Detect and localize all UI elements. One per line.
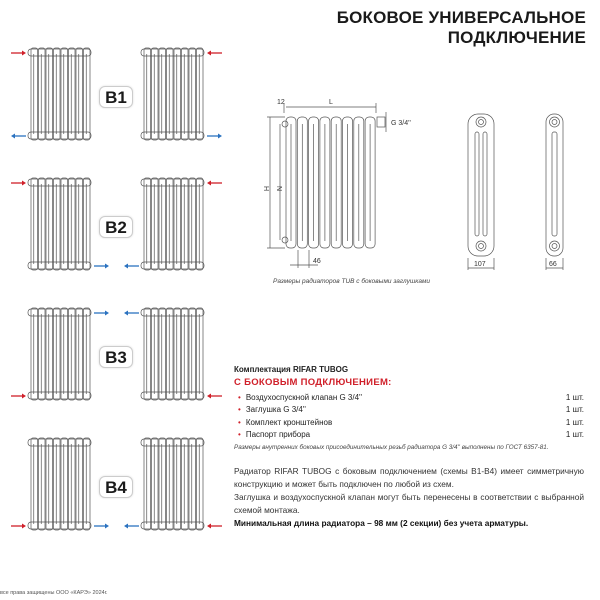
- copyright: все права защищены ООО «КАРЭ» 2024г.: [0, 590, 108, 596]
- dim-n: N: [275, 186, 282, 192]
- kit-item-label: Комплект кронштейнов: [245, 417, 333, 427]
- scheme-label: B3: [99, 346, 133, 368]
- flow-arrow-icon: [94, 311, 109, 316]
- kit-subheading: С БОКОВЫМ ПОДКЛЮЧЕНИЕМ:: [234, 377, 392, 388]
- page-title: [337, 8, 586, 48]
- flow-arrow-icon: [11, 524, 26, 529]
- flow-arrow-icon: [11, 51, 26, 56]
- radiator-left: [28, 48, 91, 140]
- flow-arrow-icon: [207, 181, 222, 186]
- kit-item-name: [238, 418, 332, 427]
- radiator-left: [28, 438, 91, 530]
- dim-66: 66: [549, 261, 557, 268]
- radiator-right: [141, 438, 204, 530]
- kit-item: [234, 416, 584, 429]
- dim-12: 12: [277, 99, 285, 106]
- radiator-right: [141, 178, 204, 270]
- drawing-caption: Размеры радиаторов TUB с боковыми заглушками: [273, 278, 431, 285]
- radiator-right: [141, 308, 204, 400]
- kit-item-name: [238, 405, 306, 414]
- kit-item-qty: 1 шт.: [565, 417, 584, 427]
- flow-arrow-icon: [124, 524, 139, 529]
- description: [234, 465, 584, 530]
- description-p1: Радиатор RIFAR TUBOG с боковым подключением (схемы B1-B4) имеет симметричную конструкцию и может быть подключен по любой из схем.: [234, 466, 584, 489]
- kit-item-qty: 1 шт.: [565, 392, 584, 402]
- scheme-label: B2: [99, 216, 133, 238]
- flow-arrow-icon: [207, 134, 222, 139]
- flow-arrow-icon: [11, 181, 26, 186]
- technical-drawing: [250, 90, 590, 280]
- kit-section: [234, 365, 584, 451]
- kit-item: [234, 429, 584, 442]
- kit-item-label: Заглушка G 3/4'': [245, 405, 306, 415]
- radiator-left: [28, 178, 91, 270]
- kit-item-qty: 1 шт.: [565, 405, 584, 415]
- bullet-icon: •: [238, 405, 241, 415]
- scheme-label: B1: [99, 86, 133, 108]
- kit-item: [234, 404, 584, 417]
- title-line-2: ПОДКЛЮЧЕНИЕ: [447, 28, 586, 47]
- dim-107: 107: [474, 261, 486, 268]
- kit-item-label: Воздухоспускной клапан G 3/4'': [245, 392, 363, 402]
- kit-item: [234, 391, 584, 404]
- flow-arrow-icon: [207, 394, 222, 399]
- kit-item-name: [238, 430, 310, 439]
- thread-note: Размеры внутренних боковых присоединительных резьб радиатора G 3/4'' выполнены по ГОСТ 6357-81.: [234, 444, 549, 451]
- flow-arrow-icon: [11, 134, 26, 139]
- description-p3: Минимальная длина радиатора – 98 мм (2 секции) без учета арматуры.: [234, 518, 529, 528]
- flow-arrow-icon: [94, 524, 109, 529]
- dim-46: 46: [313, 258, 321, 265]
- bullet-icon: •: [238, 392, 241, 402]
- flow-arrow-icon: [124, 311, 139, 316]
- flow-arrow-icon: [207, 524, 222, 529]
- kit-item-qty: 1 шт.: [565, 430, 584, 440]
- flow-arrow-icon: [207, 51, 222, 56]
- flow-arrow-icon: [94, 264, 109, 269]
- scheme-label: B4: [99, 476, 133, 498]
- flow-arrow-icon: [124, 264, 139, 269]
- dim-h: H: [262, 186, 269, 192]
- radiator-right: [141, 48, 204, 140]
- dim-l: L: [329, 99, 333, 106]
- description-p2: Заглушка и воздухоспускной клапан могут быть перенесены в соответствии с выбранной схемой монтажа.: [234, 492, 584, 515]
- radiator-left: [28, 308, 91, 400]
- bullet-icon: •: [238, 417, 241, 427]
- kit-heading: Комплектация RIFAR TUBOG: [234, 365, 349, 374]
- kit-item-name: [238, 393, 362, 402]
- bullet-icon: •: [238, 430, 241, 440]
- flow-arrow-icon: [11, 394, 26, 399]
- kit-item-label: Паспорт прибора: [245, 430, 311, 440]
- dim-thread: G 3/4'': [391, 120, 411, 127]
- title-line-1: БОКОВОЕ УНИВЕРСАЛЬНОЕ: [336, 8, 586, 27]
